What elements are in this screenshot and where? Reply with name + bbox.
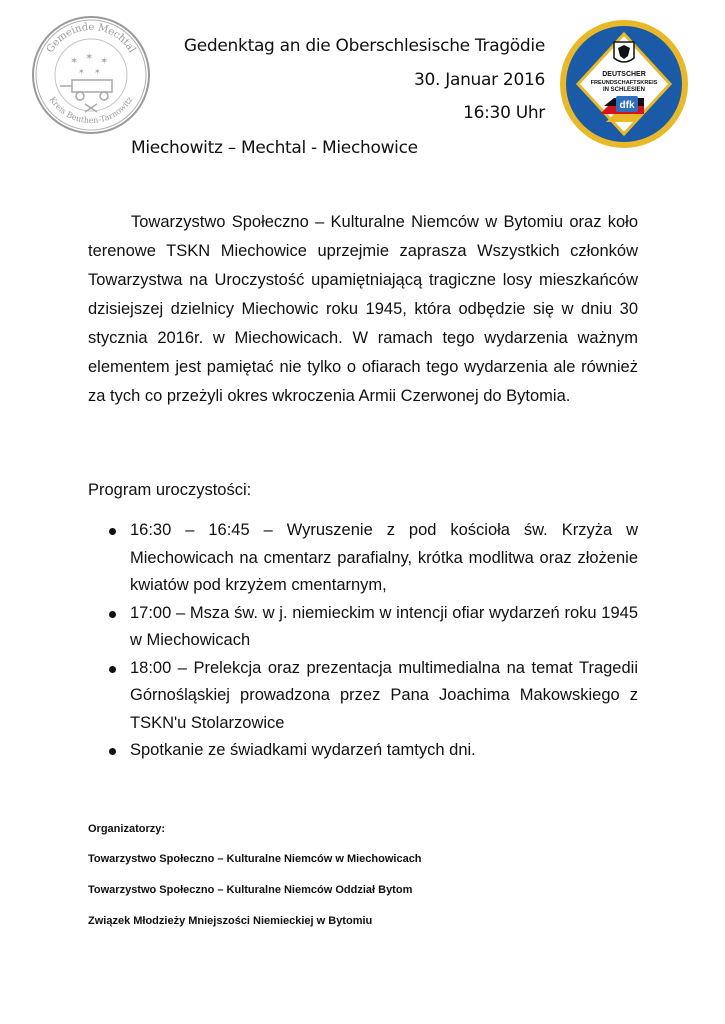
program-item xyxy=(88,737,638,765)
program-item xyxy=(88,655,638,738)
eagle-shield-icon xyxy=(614,42,634,62)
svg-text:✶: ✶ xyxy=(78,67,85,76)
header-date: 30. Januar 2016 xyxy=(414,70,545,90)
stamp-wagon-emblem xyxy=(60,80,112,112)
organizers-title: Organizatorzy: xyxy=(88,823,166,835)
svg-text:✶: ✶ xyxy=(70,56,79,67)
organizer-item: Towarzystwo Społeczno – Kulturalne Niemców Oddział Bytom xyxy=(88,884,413,896)
invitation-paragraph: Towarzystwo Społeczno – Kulturalne Niemców w Bytomiu oraz koło terenowe TSKN Miechowice uprzejmie zaprasza Wszystkich członków Towarzystwa na Uroczystość upamiętniającą tragiczne losy mieszkańców dzisiejszej dzielnicy Miechowic roku 1945, która odbędzie się w dniu 30 stycznia 2016r. w Miechowicach. W ramach tego wydarzenia ważnym elementem jest pamiętać nie tylko o ofiarach tego wydarzenia ale również za tych co przeżyli okres wkroczenia Armii Czerwonej do Bytomia. xyxy=(88,213,638,405)
logo-line1: DEUTSCHER xyxy=(602,71,646,78)
header-time: 16:30 Uhr xyxy=(463,103,545,123)
header-subtitle: Miechowitz – Mechtal - Miechowice xyxy=(131,138,418,158)
program-item xyxy=(88,517,638,600)
logo-line3: IN SCHLESIEN xyxy=(602,87,646,93)
svg-text:✶: ✶ xyxy=(85,52,94,63)
program-item-text: Spotkanie ze świadkami wydarzeń tamtych dni. xyxy=(130,741,476,759)
bullet-icon xyxy=(109,748,116,755)
header-title: Gedenktag an die Oberschlesische Tragödie xyxy=(183,36,545,56)
program-item-text: 18:00 – Prelekcja oraz prezentacja multimedialna na temat Tragedii Górnośląskiej prowadzona przez Pana Joachima Makowskiego z TSKN'u Stolarzowice xyxy=(130,658,638,732)
organizer-item: Towarzystwo Społeczno – Kulturalne Niemców w Miechowicach xyxy=(88,853,422,865)
svg-text:✶: ✶ xyxy=(94,67,101,76)
gemeinde-stamp xyxy=(30,14,152,136)
program-item-text: 16:30 – 16:45 – Wyruszenie z pod kościoła św. Krzyża w Miechowicach na cmentarz parafialny, krótka modlitwa oraz złożenie kwiatów pod krzyżem cmentarnym, xyxy=(130,521,638,594)
program-title: Program uroczystości: xyxy=(88,481,252,499)
logo-mark: dfk xyxy=(619,100,635,111)
bullet-icon xyxy=(109,611,116,618)
logo-line2: FREUNDSCHAFTSKREIS xyxy=(590,80,658,86)
svg-text:✶: ✶ xyxy=(100,56,109,67)
program-list xyxy=(88,517,638,765)
stamp-text-top: Gemeinde Mechtal xyxy=(44,21,138,55)
stamp-stars xyxy=(70,52,108,76)
program-item xyxy=(88,600,638,655)
program-item-text: 17:00 – Msza św. w j. niemieckim w intencji ofiar wydarzeń roku 1945 w Miechowicach xyxy=(130,603,638,649)
dfk-logo xyxy=(558,18,690,150)
bullet-icon xyxy=(109,528,116,535)
stamp-text-bottom: Kreis Beuthen-Tarnowitz xyxy=(47,95,135,126)
organizer-item: Związek Młodzieży Mniejszości Niemieckiej w Bytomiu xyxy=(88,915,373,927)
bullet-icon xyxy=(109,666,116,673)
